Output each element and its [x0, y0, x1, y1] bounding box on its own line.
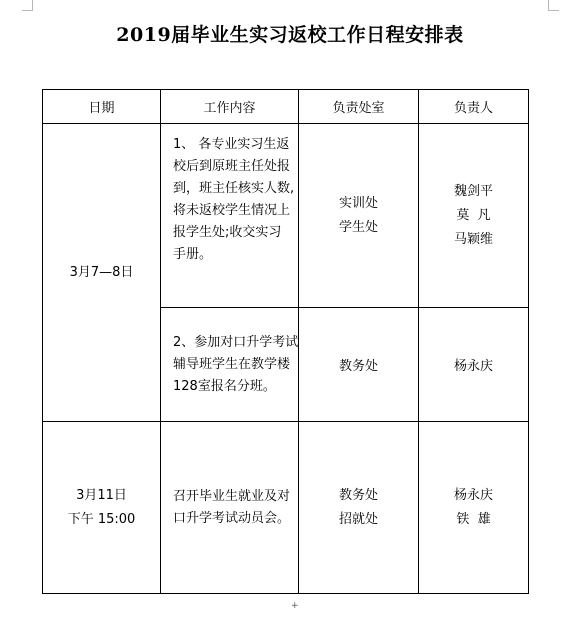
- content-line: 1、 各专业实习生返: [173, 137, 290, 152]
- page-corner-mark-right: [548, 0, 559, 11]
- office-text: 实训处: [338, 195, 378, 211]
- content-line: 到，班主任核实人数,: [173, 181, 295, 196]
- header-date: 日期: [43, 90, 161, 124]
- office-text: 学生处: [338, 219, 378, 235]
- paragraph-mark: +: [291, 601, 299, 611]
- date-text: 3月11日: [76, 487, 127, 503]
- date-cell: [43, 124, 161, 422]
- person-cell: [419, 422, 529, 594]
- document-title: 2019届毕业生实习返校工作日程安排表: [116, 24, 464, 46]
- office-text: 教务处: [338, 359, 378, 374]
- table-row: [43, 422, 529, 594]
- schedule-table: [42, 89, 529, 594]
- person-text: 魏剑平: [453, 183, 493, 199]
- content-line: 将未返校学生情况上: [173, 203, 291, 218]
- table-header-row: [43, 90, 529, 124]
- person-cell: [419, 308, 529, 422]
- person-text: 铁 雄: [456, 511, 491, 527]
- office-text: 招就处: [338, 511, 378, 527]
- person-text: 马颖维: [453, 231, 493, 247]
- office-cell: [299, 124, 419, 308]
- content-line: 召开毕业生就业及对: [173, 488, 291, 504]
- content-line: 辅导班学生在教学楼: [173, 356, 291, 372]
- content-line: 128室报名分班。: [173, 378, 276, 394]
- content-line: 手册。: [173, 247, 213, 262]
- content-cell: [161, 308, 299, 422]
- office-cell: [299, 422, 419, 594]
- header-person: 负责人: [419, 90, 529, 124]
- content-line: 2、参加对口升学考试: [173, 334, 299, 350]
- person-text: 杨永庆: [453, 359, 493, 374]
- content-line: 校后到原班主任处报: [173, 159, 291, 174]
- page-corner-mark-left: [22, 0, 33, 11]
- content-line: 口升学考试动员会。: [173, 510, 291, 526]
- person-text: 莫 凡: [456, 207, 491, 223]
- header-office: 负责处室: [299, 90, 419, 124]
- person-text: 杨永庆: [453, 487, 493, 503]
- table-row: [43, 124, 529, 308]
- office-cell: [299, 308, 419, 422]
- content-cell: [161, 422, 299, 594]
- content-cell: [161, 124, 299, 308]
- date-text: 3月7—8日: [69, 264, 134, 280]
- date-text: 下午 15:00: [67, 511, 136, 527]
- person-cell: [419, 124, 529, 308]
- office-text: 教务处: [338, 487, 378, 503]
- date-cell: [43, 422, 161, 594]
- header-content: 工作内容: [161, 90, 299, 124]
- content-line: 报学生处;收交实习: [173, 225, 282, 240]
